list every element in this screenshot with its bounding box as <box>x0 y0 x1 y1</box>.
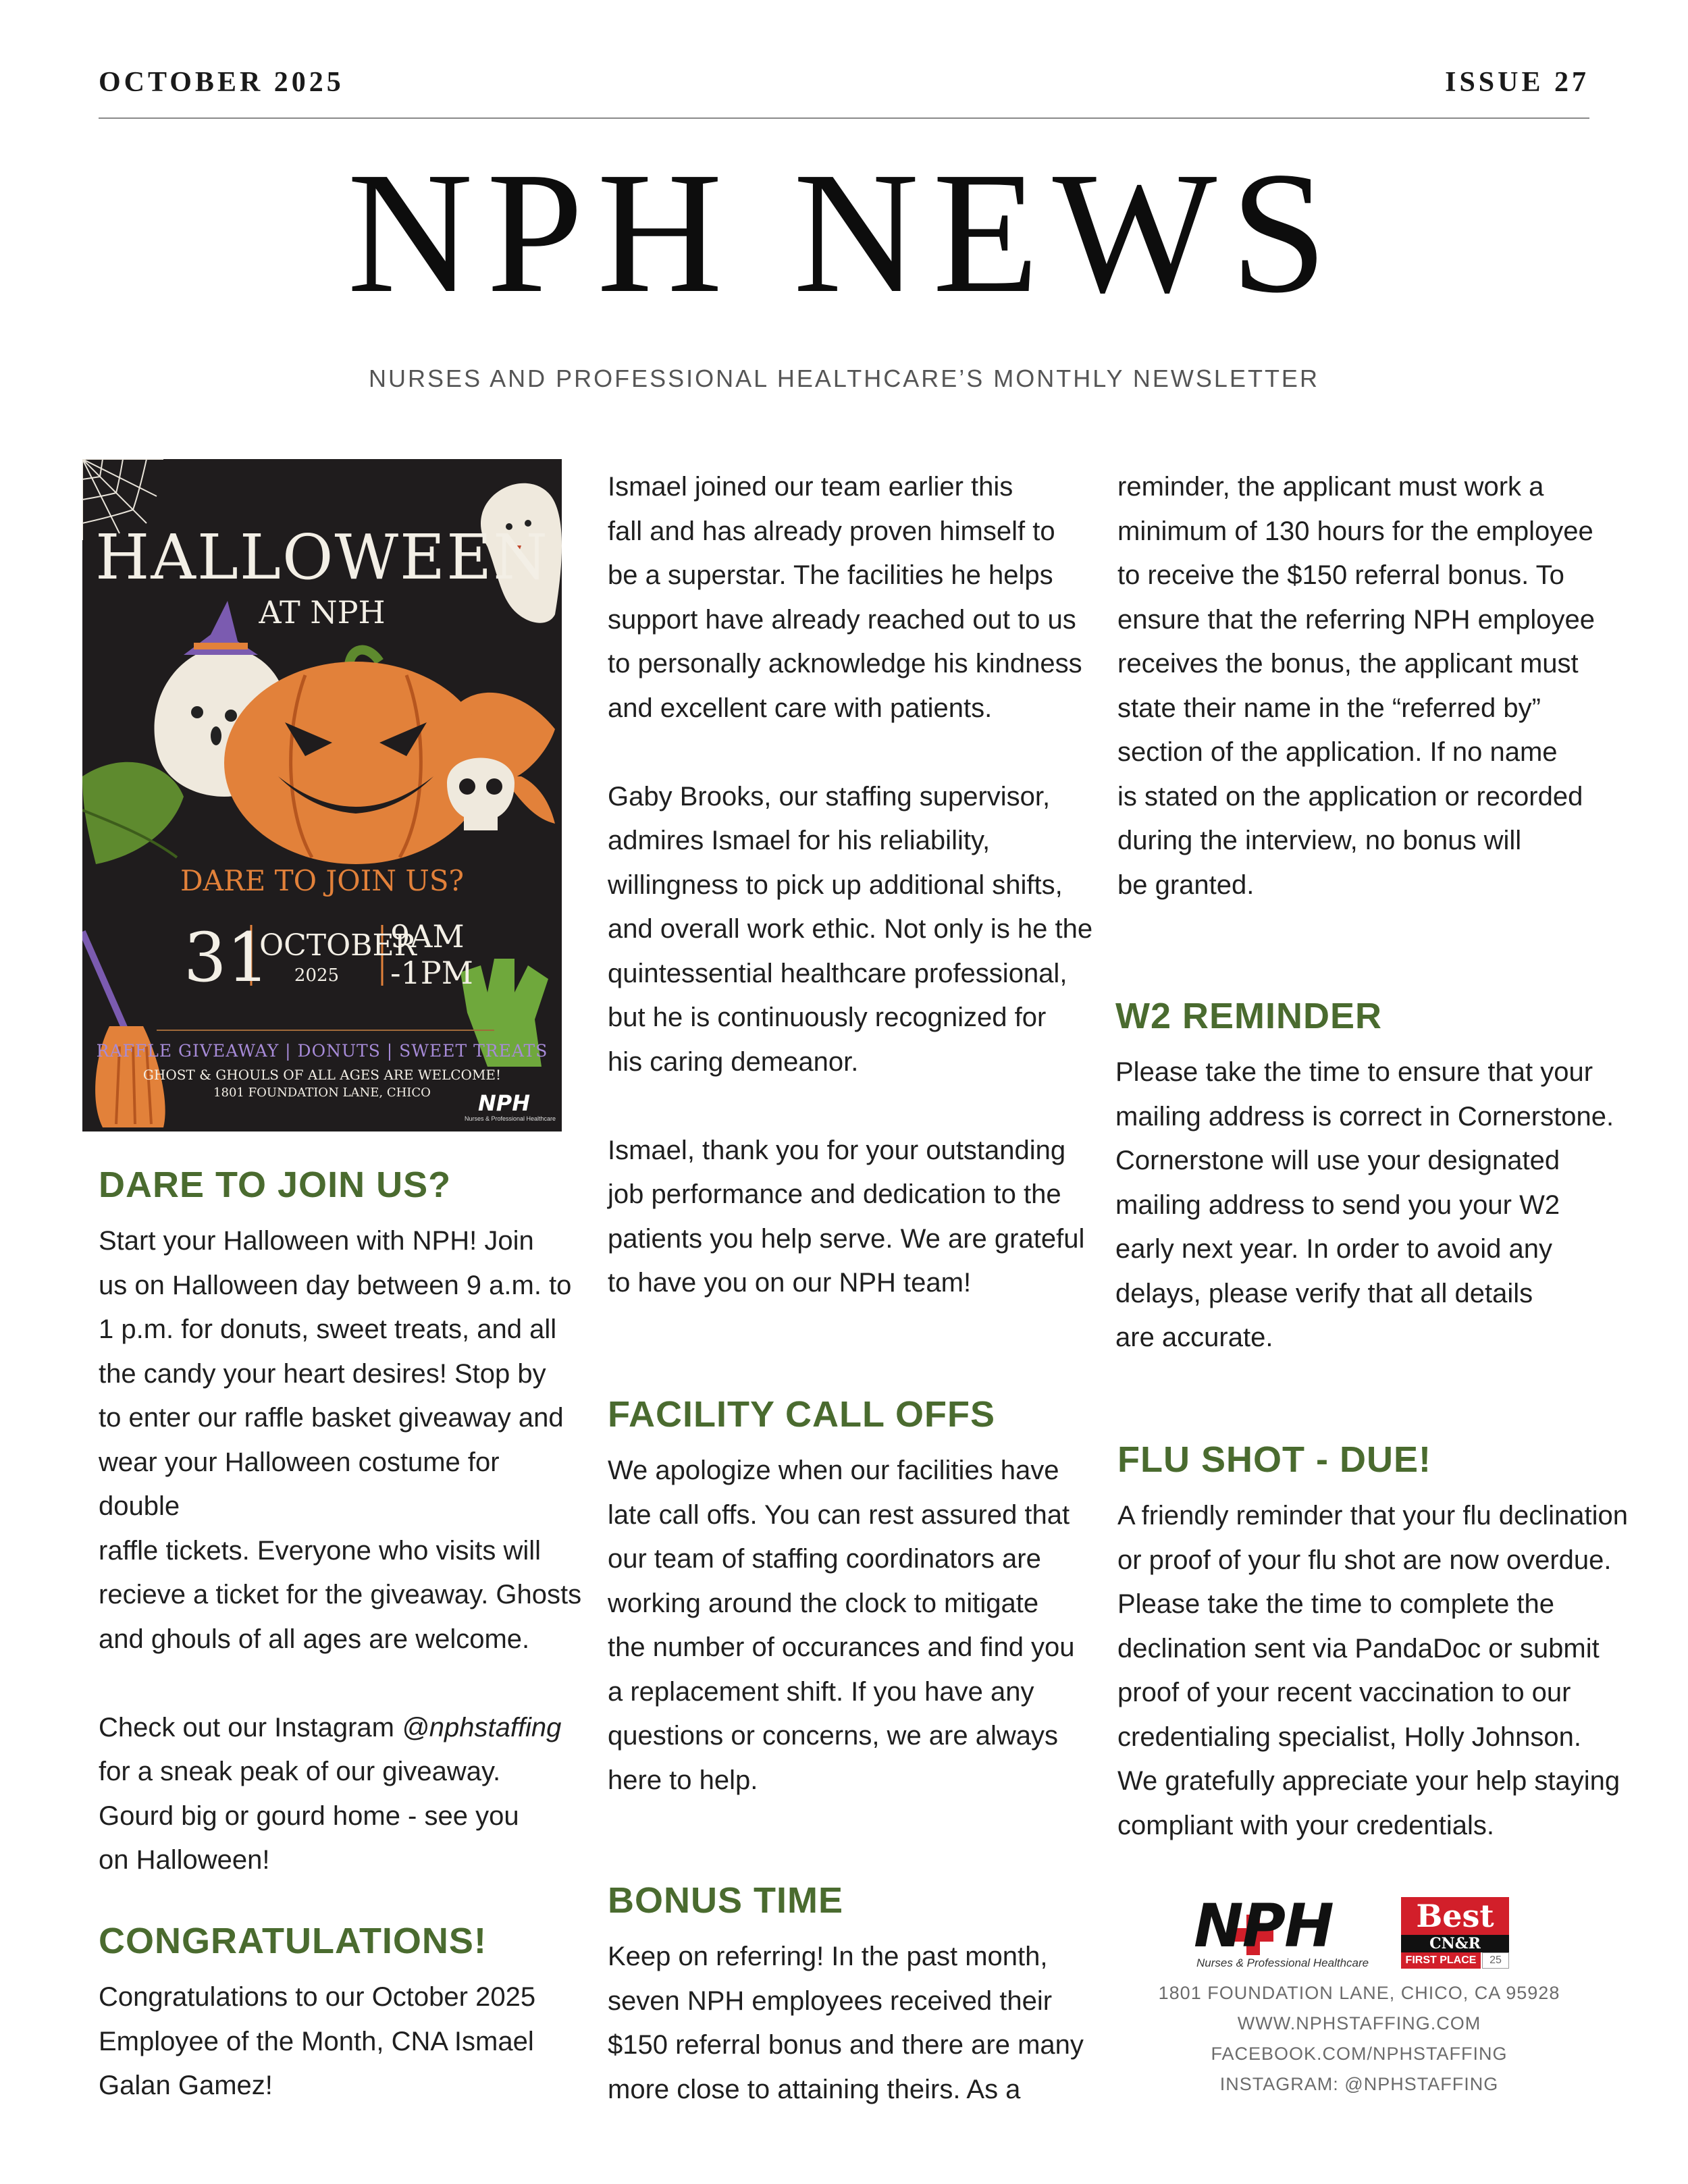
text-line: on Halloween! <box>99 1845 270 1875</box>
text-line: mailing address to send you your W2 <box>1115 1190 1560 1220</box>
bonus-heading: BONUS TIME <box>608 1880 844 1921</box>
dare-heading: DARE TO JOIN US? <box>99 1165 452 1205</box>
text-line: for a sneak peak of our giveaway. <box>99 1757 501 1786</box>
text-line: during the interview, no bonus will <box>1117 826 1522 855</box>
w2-article <box>1115 1050 1629 1360</box>
text-line: working around the clock to mitigate <box>608 1588 1039 1618</box>
issue-date: OCTOBER 2025 <box>99 67 344 98</box>
text-line: willingness to pick up additional shifts, <box>608 870 1063 900</box>
text-line: quintessential healthcare professional, <box>608 958 1067 988</box>
w2-heading: W2 REMINDER <box>1115 996 1383 1036</box>
text-line: patients you help serve. We are grateful <box>608 1223 1085 1254</box>
text-line: job performance and dedication to the <box>608 1179 1061 1209</box>
award-year: 25 <box>1482 1952 1509 1969</box>
text-line: reminder, the applicant must work a <box>1117 472 1544 502</box>
callouts-heading: FACILITY CALL OFFS <box>608 1394 996 1435</box>
text-line: questions or concerns, we are always <box>608 1721 1058 1751</box>
w2-section <box>1115 998 1629 1360</box>
text-line: proof of your recent vaccination to our <box>1117 1678 1571 1707</box>
text-line: Please take the time to ensure that your <box>1115 1057 1593 1087</box>
poster-subtitle: AT NPH <box>259 594 386 631</box>
text-line: Gourd big or gourd home - see you <box>99 1801 519 1831</box>
instagram-handle-link[interactable]: @nphstaffing <box>402 1712 562 1742</box>
poster-month: OCTOBER <box>259 928 417 963</box>
flu-section <box>1117 1441 1651 1848</box>
text-line: Check out our Instagram <box>99 1712 402 1742</box>
poster-logo-sub: Nurses & Professional Healthcare <box>465 1115 556 1122</box>
text-line: or proof of your flu shot are now overdue. <box>1117 1545 1612 1575</box>
column-3 <box>1117 465 1631 907</box>
text-line: early next year. In order to avoid any <box>1115 1234 1553 1264</box>
poster-title: HALLOWEEN <box>95 521 549 593</box>
text-line: be granted. <box>1117 870 1255 900</box>
column-1 <box>99 1167 585 1883</box>
poster-year: 2025 <box>294 965 340 986</box>
text-line: declination sent via PandaDoc or submit <box>1117 1633 1600 1663</box>
text-line: ensure that the referring NPH employee <box>1117 604 1595 635</box>
newsletter-title: NPH NEWS <box>347 136 1341 329</box>
text-line: receives the bonus, the applicant must <box>1117 649 1579 678</box>
text-line: minimum of 130 hours for the employee <box>1117 516 1593 546</box>
newsletter-subtitle: NURSES AND PROFESSIONAL HEALTHCARE’S MONTHLY NEWSLETTER <box>369 365 1319 392</box>
text-line: $150 referral bonus and there are many <box>608 2030 1084 2060</box>
footer-facebook-link[interactable]: FACEBOOK.COM/NPHSTAFFING <box>1211 2044 1508 2064</box>
text-line: credentialing specialist, Holly Johnson. <box>1117 1722 1582 1752</box>
text-line: Ismael joined our team earlier this <box>608 472 1013 502</box>
flu-article <box>1117 1494 1651 1848</box>
text-line: Employee of the Month, CNA Ismael <box>99 2026 534 2056</box>
callouts-section <box>608 1396 1094 1803</box>
poster-logo: NPH <box>478 1090 531 1116</box>
congrats-heading: CONGRATULATIONS! <box>99 1921 487 1961</box>
text-line: Gaby Brooks, our staffing supervisor, <box>608 781 1051 811</box>
footer-instagram-link[interactable]: INSTAGRAM: @NPHSTAFFING <box>1219 2074 1499 2094</box>
text-line: his caring demeanor. <box>608 1046 859 1077</box>
text-line: the candy your heart desires! Stop by <box>99 1358 546 1389</box>
congrats-article <box>99 1975 585 2108</box>
poster-divider <box>157 1030 494 1031</box>
text-line: and excellent care with patients. <box>608 693 993 723</box>
masthead-rule <box>99 117 1589 119</box>
text-line: Congratulations to our October 2025 <box>99 1982 536 2012</box>
text-line: late call offs. You can rest assured that <box>608 1499 1070 1530</box>
text-line: to have you on our NPH team! <box>608 1268 972 1298</box>
award-best: Best <box>1401 1897 1509 1935</box>
nph-logo-tagline: Nurses & Professional Healthcare <box>1196 1956 1369 1969</box>
text-line: seven NPH employees received their <box>608 1986 1053 2016</box>
text-line: delays, please verify that all details <box>1115 1278 1533 1308</box>
congrats-section <box>99 1923 585 2108</box>
text-line: are accurate. <box>1115 1323 1273 1352</box>
text-line: wear your Halloween costume for double <box>99 1447 500 1521</box>
footer-website-link[interactable]: WWW.NPHSTAFFING.COM <box>1237 2013 1481 2033</box>
nph-logo-text: NPH <box>1194 1891 1333 1961</box>
text-line: compliant with your credentials. <box>1117 1810 1495 1840</box>
text-line: but he is continuously recognized for <box>608 1003 1047 1032</box>
bonus-continued <box>1117 465 1631 907</box>
text-line: us on Halloween day between 9 a.m. to <box>99 1270 572 1300</box>
text-line: Start your Halloween with NPH! Join <box>99 1226 534 1256</box>
text-line: is stated on the application or recorded <box>1117 781 1583 811</box>
text-line: a replacement shift. If you have any <box>608 1676 1034 1707</box>
issue-number: ISSUE 27 <box>1445 67 1589 98</box>
poster-tagline: DARE TO JOIN US? <box>180 864 465 897</box>
callouts-article <box>608 1449 1094 1803</box>
text-line: Please take the time to complete the <box>1117 1589 1555 1619</box>
award-first-place: FIRST PLACE <box>1401 1952 1481 1969</box>
poster-welcome: GHOST & GHOULS OF ALL AGES ARE WELCOME! <box>142 1067 502 1083</box>
text-line: We gratefully appreciate your help staying <box>1117 1766 1620 1796</box>
text-line: Galan Gamez! <box>99 2071 273 2100</box>
text-line: A friendly reminder that your flu declination <box>1117 1501 1628 1530</box>
text-line: recieve a ticket for the giveaway. Ghosts <box>99 1580 582 1609</box>
text-line: Keep on referring! In the past month, <box>608 1942 1048 1971</box>
poster-time <box>390 918 471 991</box>
poster-events: RAFFLE GIVEAWAY | DONUTS | SWEET TREATS <box>96 1041 548 1061</box>
text-line: fall and has already proven himself to <box>608 516 1055 546</box>
poster-day: 31 <box>184 918 270 997</box>
bonus-section <box>608 1882 1094 2112</box>
halloween-poster <box>82 459 562 1131</box>
text-line: 1 p.m. for donuts, sweet treats, and all <box>99 1314 557 1344</box>
column-2 <box>608 465 1094 1306</box>
text-line: to enter our raffle basket giveaway and <box>99 1403 564 1433</box>
text-line: the number of occurances and find you <box>608 1632 1075 1662</box>
text-line: and ghouls of all ages are welcome. <box>99 1624 530 1654</box>
bonus-article <box>608 1935 1094 2112</box>
text-line: state their name in the “referred by” <box>1117 693 1541 723</box>
footer-address: 1801 FOUNDATION LANE, CHICO, CA 95928 <box>1158 1983 1560 2003</box>
leaf-left <box>82 762 184 864</box>
poster-time-start: 9AM <box>390 918 465 955</box>
poster-address: 1801 FOUNDATION LANE, CHICO <box>213 1086 431 1100</box>
text-line: our team of staffing coordinators are <box>608 1544 1041 1574</box>
text-line: We apologize when our facilities have <box>608 1456 1059 1485</box>
dare-article <box>99 1219 585 1883</box>
text-line: be a superstar. The facilities he helps <box>608 560 1053 590</box>
nph-logo <box>1194 1891 1376 1970</box>
text-line: Cornerstone will use your designated <box>1115 1146 1560 1175</box>
text-line: to receive the $150 referral bonus. To <box>1117 560 1564 590</box>
text-line: to personally acknowledge his kindness <box>608 649 1082 678</box>
text-line: mailing address is correct in Cornerstone. <box>1115 1101 1614 1131</box>
text-line: admires Ismael for his reliability, <box>608 826 991 855</box>
text-line: raffle tickets. Everyone who visits will <box>99 1535 542 1566</box>
text-line: support have already reached out to us <box>608 604 1076 635</box>
ismael-article <box>608 465 1094 1306</box>
poster-time-end: -1PM <box>390 955 473 991</box>
best-award-badge <box>1401 1897 1509 1971</box>
text-line: here to help. <box>608 1765 758 1795</box>
flu-heading: FLU SHOT - DUE! <box>1117 1439 1431 1480</box>
text-line: Ismael, thank you for your outstanding <box>608 1135 1066 1165</box>
award-cnr: CN&R <box>1401 1935 1509 1952</box>
text-line: more close to attaining theirs. As a <box>608 2074 1021 2104</box>
text-line: section of the application. If no name <box>1117 737 1558 767</box>
text-line: and overall work ethic. Not only is he the <box>608 914 1093 944</box>
